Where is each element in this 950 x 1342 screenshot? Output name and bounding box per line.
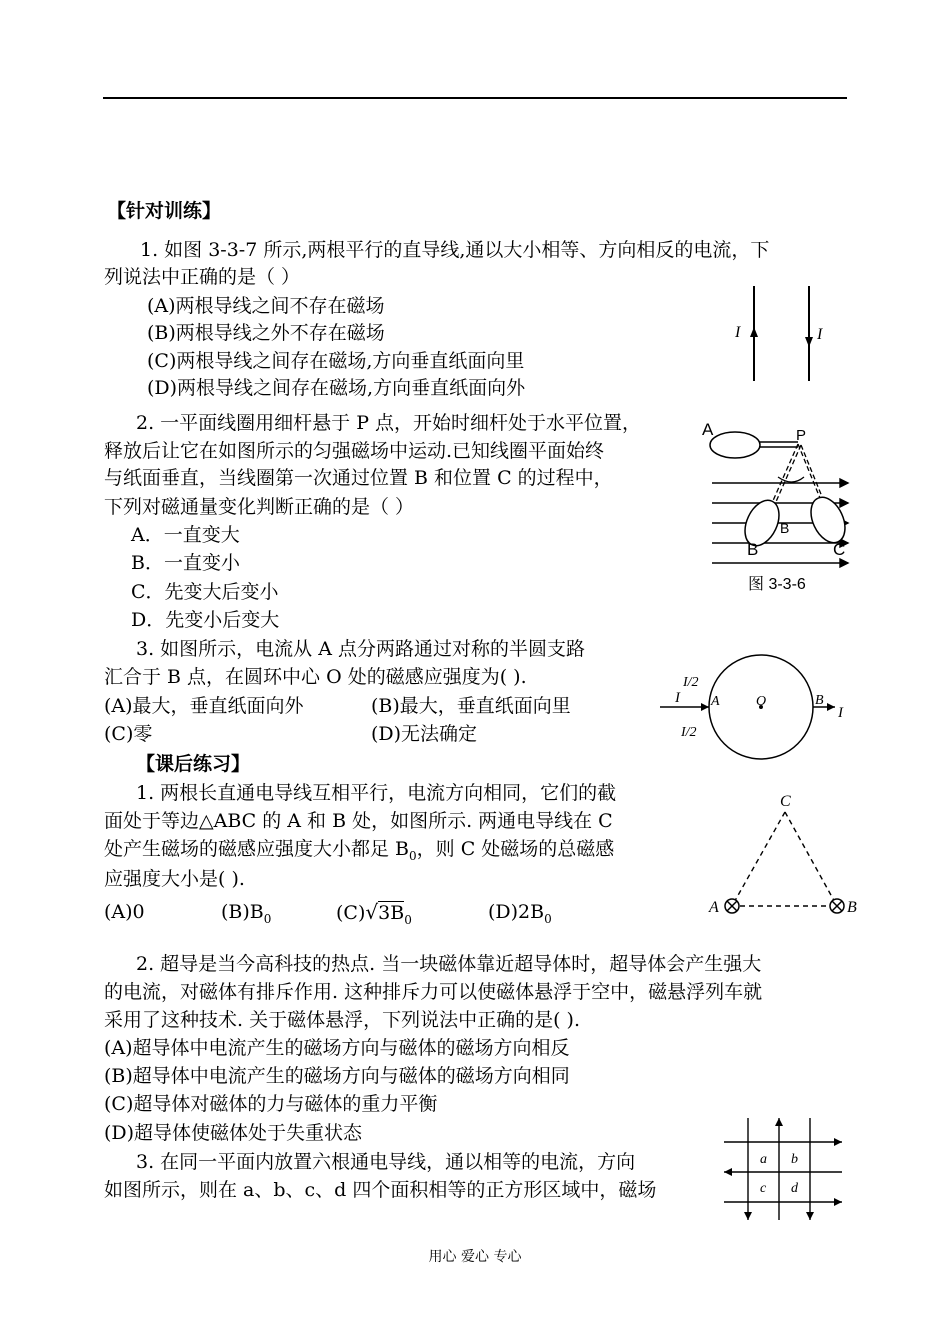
label-current-right: I [817, 326, 823, 343]
header-rule [103, 97, 847, 99]
label-field: B [780, 520, 790, 536]
arrow-right-icon [827, 703, 835, 711]
label-a: A [709, 899, 719, 916]
label-c: C [780, 793, 791, 810]
hw1-option-a: (A)0 [104, 901, 145, 923]
hw1-text-line4: 应强度大小是( ). [104, 868, 245, 890]
section-heading-training: 【针对训练】 [107, 200, 222, 222]
q3-option-c: (C)零 [104, 723, 153, 745]
hw2-option-a: (A)超导体中电流产生的磁场方向与磁体的磁场方向相反 [104, 1037, 570, 1059]
page-footer: 用心 爱心 专心 [428, 1249, 522, 1265]
hw1-text-line2: 面处于等边△ABC 的 A 和 B 处，如图所示. 两通电导线在 C [104, 810, 613, 832]
label-region-c: c [760, 1181, 767, 1196]
hw1-option-d: $(D)2B_0$ [488, 901, 552, 926]
q1-text-line2: 列说法中正确的是（ ） [104, 266, 301, 288]
q3-option-a: (A)最大，垂直纸面向外 [104, 695, 304, 717]
q2-option-c: C．先变大后变小 [131, 581, 279, 603]
hw2-text-line2: 的电流，对磁体有排斥作用. 这种排斥力可以使磁体悬浮于空中，磁悬浮列车就 [104, 981, 763, 1003]
hw2-text-line3: 采用了这种技术. 关于磁体悬浮，下列说法中正确的是( ). [104, 1009, 580, 1031]
label-region-b: b [791, 1152, 798, 1167]
label-region-d: d [791, 1181, 798, 1196]
hw3-text-line1: 3. 在同一平面内放置六根通电导线，通以相等的电流，方向 [136, 1151, 636, 1173]
q1-option-d: (D)两根导线之间存在磁场,方向垂直纸面向外 [147, 377, 526, 399]
arrow-left-icon [724, 1168, 732, 1176]
arrow-up-icon [775, 1118, 783, 1126]
hw2-option-b: (B)超导体中电流产生的磁场方向与磁体的磁场方向相同 [104, 1065, 570, 1087]
q1-option-b: (B)两根导线之外不存在磁场 [147, 322, 385, 344]
hw3-six-wires-figure [718, 1115, 848, 1225]
figure-caption: 图 3-3-6 [748, 576, 806, 593]
hw1-triangle-figure [705, 790, 865, 920]
arrow-right-icon [834, 1198, 842, 1206]
label-i-out: I [838, 705, 843, 721]
q2-text-line1: 2. 一平面线圈用细杆悬于 P 点，开始时细杆处于水平位置， [136, 412, 642, 434]
q2-option-a: A．一直变大 [131, 524, 240, 546]
q3-text-line1: 3. 如图所示，电流从 A 点分两路通过对称的半圆支路 [136, 638, 585, 660]
current-into-page-icon [725, 899, 739, 913]
q2-text-line3: 与纸面垂直，当线圈第一次通过位置 B 和位置 C 的过程中， [104, 467, 613, 489]
q1-option-a: (A)两根导线之间不存在磁场 [147, 295, 385, 317]
label-i-in: I [675, 690, 680, 706]
q3-option-b: (B)最大，垂直纸面向里 [371, 695, 571, 717]
label-position-c: C [833, 540, 846, 559]
hw2-option-c: (C)超导体对磁体的力与磁体的重力平衡 [104, 1093, 438, 1115]
label-a: A [711, 694, 720, 709]
q2-text-line4: 下列对磁通量变化判断正确的是（ ） [104, 496, 415, 518]
label-a: A [702, 420, 714, 439]
hw2-option-d: (D)超导体使磁体处于失重状态 [104, 1122, 363, 1144]
hw1-text-line1: 1. 两根长直通电导线互相平行，电流方向相同，它们的截 [136, 782, 617, 804]
hw1-text-line3: 处产生磁场的磁感应强度大小都足 $B_0$，则 C 处磁场的总磁感 [104, 838, 615, 863]
coil-start [710, 432, 760, 458]
q2-option-d: D．先变小后变大 [131, 609, 280, 631]
q1-parallel-wires-figure [725, 283, 835, 388]
q3-option-d: (D)无法确定 [371, 723, 478, 745]
q1-option-c: (C)两根导线之间存在磁场,方向垂直纸面向里 [147, 350, 525, 372]
label-half-bottom: I/2 [681, 725, 697, 740]
q2-coil-field-figure [700, 415, 860, 600]
arrow-down-icon [744, 1212, 752, 1220]
label-b: B [815, 693, 824, 708]
label-position-b: B [747, 540, 759, 559]
q3-text-line2: 汇合于 B 点，在圆环中心 O 处的磁感应强度为( ). [104, 666, 527, 688]
label-b: B [847, 899, 857, 916]
label-current-left: I [735, 324, 741, 341]
label-p: P [796, 427, 807, 444]
hw1-option-b: $(B)B_0$ [221, 901, 272, 926]
hw2-text-line1: 2. 超导是当今高科技的热点. 当一块磁体靠近超导体时，超导体会产生强大 [136, 953, 762, 975]
arrow-right-icon [701, 703, 709, 711]
q1-text-line1: 1. 如图 3-3-7 所示,两根平行的直导线,通以大小相等、方向相反的电流，下 [140, 239, 770, 261]
current-into-page-icon [830, 899, 844, 913]
q2-option-b: B．一直变小 [131, 552, 240, 574]
label-half-top: I/2 [683, 675, 699, 690]
q2-text-line2: 释放后让它在如图所示的匀强磁场中运动.已知线圈平面始终 [104, 440, 605, 462]
arrow-right-icon [834, 1138, 842, 1146]
hw3-text-line2: 如图所示，则在 a、b、c、d 四个面积相等的正方形区域中，磁场 [104, 1179, 657, 1201]
q3-ring-figure [655, 650, 855, 760]
label-region-a: a [760, 1152, 767, 1167]
arrow-down-icon [806, 1212, 814, 1220]
hw1-option-c: $(C)√3B_0$ [336, 900, 412, 927]
section-heading-homework: 【课后练习】 [136, 753, 251, 775]
label-o: O [756, 694, 767, 709]
arrow-down-icon [805, 337, 813, 347]
arrow-up-icon [750, 327, 758, 337]
